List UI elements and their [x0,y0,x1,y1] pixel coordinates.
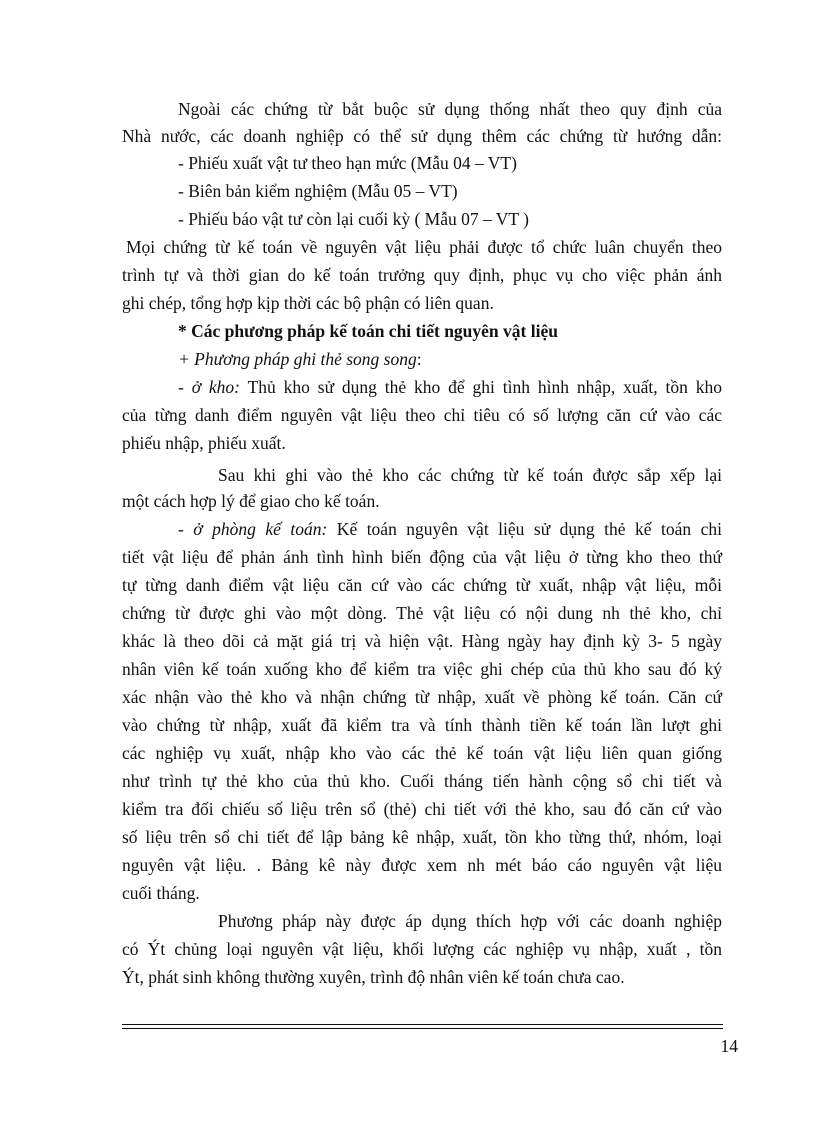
text-line-8: ghi chép, tổng hợp kịp thời các bộ phận có liên quan. [122,293,494,313]
text-line-21: xác nhận vào thẻ kho và nhận chứng từ nhập, xuất về phòng kế toán. Căn cứ [122,687,722,707]
text-line-6: Mọi chứng từ kế toán về nguyên vật liệu phải được tổ chức luân chuyển theo [126,237,722,257]
text-line-19: khác là theo dõi cả mặt giá trị và hiện vật. Hàng ngày hay định kỳ 3- 5 ngày [122,631,722,651]
text-line-26: số liệu trên sổ chi tiết để lập bảng kê nhập, xuất, tồn kho từng thứ, nhóm, loại [122,827,722,847]
text-line-31: Ýt, phát sinh không thường xuyên, trình độ nhân viên kế toán chưa cao. [122,967,625,987]
text-line-30: có Ýt chủng loại nguyên vật liệu, khối lượng các nghiệp vụ nhập, xuất , tồn [122,939,722,959]
subheading-colon: : [416,349,422,369]
text-line-5: - Phiếu báo vật tư còn lại cuối kỳ ( Mẫu 07 – VT ) [178,209,529,229]
text-line-15 [178,516,722,542]
text-line-27: nguyên vật liệu. . Bảng kê này được xem nh mét báo cáo nguyên vật liệu [122,855,722,875]
subheading-line [178,346,778,372]
footer-rule-bottom [122,1028,723,1029]
text-line-22: vào chứng từ nhập, xuất đã kiểm tra và tính thành tiền kế toán lần lượt ghi [122,715,722,735]
o-kho-label: - ở kho: [178,377,241,397]
text-line-10 [178,374,722,400]
footer-rule-top [122,1024,723,1025]
text-line-14: một cách hợp lý để giao cho kế toán. [122,491,380,511]
text-line-3: - Phiếu xuất vật tư theo hạn mức (Mẫu 04 – VT) [178,153,517,173]
text-line-7: trình tự và thời gian do kế toán trưởng quy định, phục vụ cho việc phản ánh [122,265,722,285]
section-heading: * Các phương pháp kế toán chi tiết nguyên vật liệu [178,321,558,341]
text-line-13: Sau khi ghi vào thẻ kho các chứng từ kế toán được sắp xếp lại [218,465,722,485]
text-line-1: Ngoài các chứng từ bắt buộc sử dụng thống nhất theo quy định của [178,99,722,119]
text-line-11: của từng danh điểm nguyên vật liệu theo chỉ tiêu có số lượng căn cứ vào các [122,405,722,425]
text-line-12: phiếu nhập, phiếu xuất. [122,433,286,453]
page-number: 14 [720,1036,738,1056]
text-line-17: tự từng danh điểm vật liệu căn cứ vào các chứng từ xuất, nhập vật liệu, mỗi [122,575,722,595]
text-line-4: - Biên bản kiểm nghiệm (Mẫu 05 – VT) [178,181,458,201]
text-line-16: tiết vật liệu để phản ánh tình hình biến động của vật liệu ở từng kho theo thứ [122,547,722,567]
text-line-24: như trình tự thẻ kho của thủ kho. Cuối tháng tiến hành cộng sổ chi tiết và [122,771,722,791]
text-line-18: chứng từ được ghi vào một dòng. Thẻ vật liệu có nội dung nh thẻ kho, chỉ [122,603,722,623]
o-kho-text: Thủ kho sử dụng thẻ kho để ghi tình hình nhập, xuất, tồn kho [240,377,722,397]
text-line-23: các nghiệp vụ xuất, nhập kho vào các thẻ kế toán vật liệu liên quan giống [122,743,722,763]
subheading-method: + Phương pháp ghi thẻ song song [178,349,417,369]
text-line-28: cuối tháng. [122,883,200,903]
text-line-25: kiểm tra đối chiếu số liệu trên sổ (thẻ) chi tiết với thẻ kho, sau đó căn cứ vào [122,799,722,819]
phong-ke-toan-label: - ở phòng kế toán: [178,519,328,539]
text-line-20: nhân viên kế toán xuống kho để kiểm tra việc ghi chép của thủ kho sau đó ký [122,659,722,679]
text-line-29: Phương pháp này được áp dụng thích hợp với các doanh nghiệp [218,911,722,931]
phong-ke-toan-text: Kế toán nguyên vật liệu sử dụng thẻ kế toán chi [327,519,722,539]
text-line-2: Nhà nước, các doanh nghiệp có thể sử dụng thêm các chứng từ hướng dẫn: [122,126,722,146]
